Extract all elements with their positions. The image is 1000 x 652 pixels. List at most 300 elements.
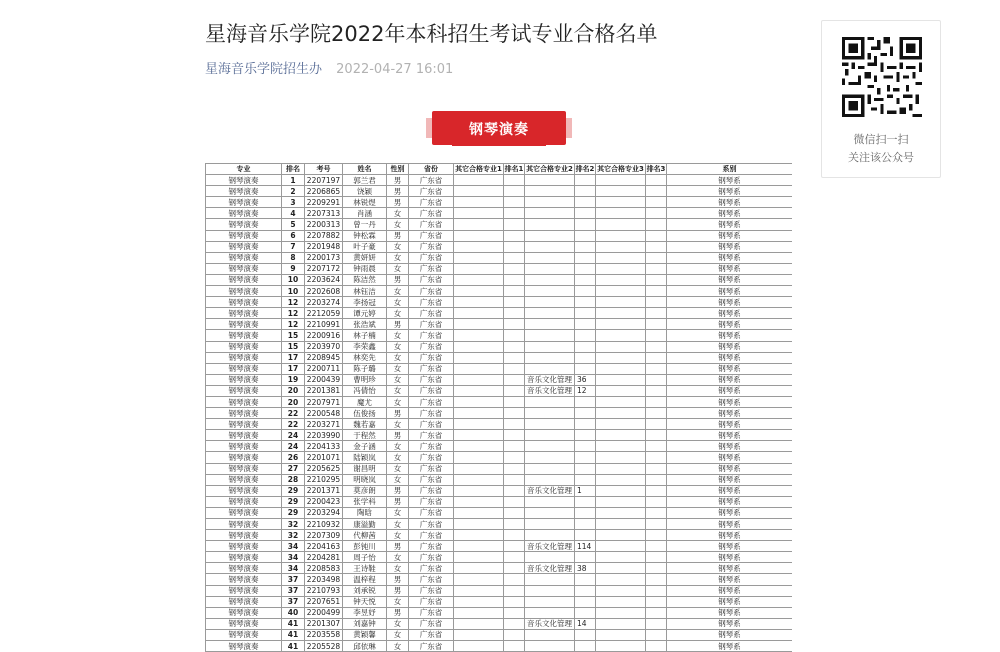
column-header: 排名	[282, 164, 305, 175]
table-cell	[525, 474, 575, 485]
table-row	[206, 274, 793, 285]
table-cell: 女	[387, 552, 409, 563]
table-cell	[454, 374, 504, 385]
table-cell: 钢琴演奏	[206, 341, 282, 352]
table-cell	[525, 297, 575, 308]
table-cell: 女	[387, 219, 409, 230]
table-cell: 广东省	[409, 430, 454, 441]
table-cell: 钢琴演奏	[206, 319, 282, 330]
table-cell: 邱依琳	[343, 641, 387, 652]
table-cell	[454, 408, 504, 419]
table-cell: 广东省	[409, 629, 454, 640]
table-cell: 钢琴系	[667, 374, 793, 385]
table-cell	[646, 530, 667, 541]
table-cell: 29	[282, 485, 305, 496]
table-cell: 广东省	[409, 396, 454, 407]
table-cell: 女	[387, 385, 409, 396]
table-cell	[646, 175, 667, 186]
table-cell	[575, 585, 596, 596]
table-cell	[575, 297, 596, 308]
table-cell	[454, 263, 504, 274]
table-cell: 男	[387, 175, 409, 186]
table-cell: 钢琴系	[667, 274, 793, 285]
table-cell	[504, 208, 525, 219]
table-cell: 广东省	[409, 297, 454, 308]
publish-date: 2022-04-27 16:01	[336, 62, 454, 77]
table-cell: 钢琴系	[667, 330, 793, 341]
table-cell	[454, 519, 504, 530]
table-cell: 男	[387, 430, 409, 441]
table-cell	[504, 385, 525, 396]
table-cell	[504, 641, 525, 652]
table-cell	[646, 419, 667, 430]
table-cell: 金子涵	[343, 441, 387, 452]
table-cell: 2200916	[305, 330, 343, 341]
column-header: 排名2	[575, 164, 596, 175]
table-cell: 广东省	[409, 452, 454, 463]
table-cell	[504, 319, 525, 330]
table-cell	[575, 396, 596, 407]
table-cell	[454, 363, 504, 374]
table-cell	[596, 219, 646, 230]
table-cell: 女	[387, 530, 409, 541]
table-cell	[525, 341, 575, 352]
table-cell	[575, 274, 596, 285]
table-cell	[596, 208, 646, 219]
table-cell: 29	[282, 507, 305, 518]
table-cell: 黄颖馨	[343, 629, 387, 640]
table-cell	[596, 396, 646, 407]
table-cell: 4	[282, 208, 305, 219]
table-cell: 钢琴系	[667, 530, 793, 541]
table-row	[206, 319, 793, 330]
table-cell: 钢琴演奏	[206, 629, 282, 640]
table-cell: 钢琴演奏	[206, 585, 282, 596]
table-cell: 李昱妤	[343, 607, 387, 618]
table-cell: 钢琴系	[667, 241, 793, 252]
table-cell: 广东省	[409, 563, 454, 574]
table-cell: 女	[387, 463, 409, 474]
table-cell: 钢琴系	[667, 263, 793, 274]
table-cell: 曹明珍	[343, 374, 387, 385]
table-cell: 2201071	[305, 452, 343, 463]
table-cell	[575, 286, 596, 297]
table-cell: 广东省	[409, 419, 454, 430]
table-cell: 女	[387, 252, 409, 263]
table-cell	[596, 607, 646, 618]
table-cell: 广东省	[409, 574, 454, 585]
table-cell: 彭钝川	[343, 541, 387, 552]
table-cell	[646, 363, 667, 374]
table-row	[206, 596, 793, 607]
table-cell	[646, 496, 667, 507]
table-cell	[646, 596, 667, 607]
table-cell	[504, 629, 525, 640]
table-cell	[525, 463, 575, 474]
table-cell	[504, 507, 525, 518]
table-cell: 24	[282, 441, 305, 452]
table-cell	[646, 463, 667, 474]
table-cell	[504, 175, 525, 186]
table-cell: 林子楠	[343, 330, 387, 341]
table-cell	[646, 252, 667, 263]
table-cell	[504, 530, 525, 541]
table-cell: 钢琴演奏	[206, 530, 282, 541]
table-cell: 女	[387, 330, 409, 341]
table-cell	[454, 596, 504, 607]
table-cell: 钢琴系	[667, 552, 793, 563]
table-cell: 男	[387, 496, 409, 507]
table-row	[206, 186, 793, 197]
table-cell	[646, 563, 667, 574]
table-cell	[646, 308, 667, 319]
table-cell: 2203294	[305, 507, 343, 518]
table-cell: 钢琴演奏	[206, 363, 282, 374]
table-cell	[596, 519, 646, 530]
table-cell	[504, 396, 525, 407]
table-cell: 广东省	[409, 274, 454, 285]
table-cell: 41	[282, 629, 305, 640]
table-cell: 钢琴系	[667, 208, 793, 219]
table-cell	[504, 519, 525, 530]
table-cell: 2201381	[305, 385, 343, 396]
table-cell: 2200499	[305, 607, 343, 618]
table-cell	[646, 474, 667, 485]
table-cell	[575, 319, 596, 330]
table-cell: 男	[387, 607, 409, 618]
table-cell: 广东省	[409, 241, 454, 252]
table-cell: 29	[282, 496, 305, 507]
table-cell: 2200423	[305, 496, 343, 507]
table-cell	[596, 274, 646, 285]
column-header: 省份	[409, 164, 454, 175]
table-row	[206, 496, 793, 507]
table-cell: 钢琴演奏	[206, 541, 282, 552]
table-cell	[454, 563, 504, 574]
table-cell	[596, 507, 646, 518]
table-cell: 2	[282, 186, 305, 197]
table-cell	[525, 319, 575, 330]
table-cell	[596, 241, 646, 252]
qr-code-icon	[842, 37, 922, 117]
table-cell: 广东省	[409, 485, 454, 496]
table-cell	[525, 197, 575, 208]
table-cell: 魏若嘉	[343, 419, 387, 430]
table-cell: 2200548	[305, 408, 343, 419]
table-cell	[596, 618, 646, 629]
table-cell	[525, 352, 575, 363]
table-cell: 2210991	[305, 319, 343, 330]
table-cell: 17	[282, 352, 305, 363]
table-cell	[575, 308, 596, 319]
table-cell: 2200173	[305, 252, 343, 263]
table-cell: 明晓岚	[343, 474, 387, 485]
table-cell: 钢琴演奏	[206, 563, 282, 574]
table-cell: 2203990	[305, 430, 343, 441]
table-cell: 男	[387, 186, 409, 197]
table-cell: 广东省	[409, 585, 454, 596]
table-cell: 2205625	[305, 463, 343, 474]
table-row	[206, 230, 793, 241]
table-cell: 男	[387, 541, 409, 552]
table-cell: 钢琴演奏	[206, 419, 282, 430]
table-cell: 12	[282, 308, 305, 319]
table-cell	[454, 452, 504, 463]
table-cell	[575, 519, 596, 530]
table-cell: 广东省	[409, 363, 454, 374]
table-cell: 钢琴演奏	[206, 197, 282, 208]
table-cell: 32	[282, 519, 305, 530]
table-cell: 2212059	[305, 308, 343, 319]
table-cell	[525, 574, 575, 585]
table-cell: 钢琴演奏	[206, 618, 282, 629]
table-cell: 女	[387, 308, 409, 319]
table-cell: 34	[282, 552, 305, 563]
table-cell: 钢琴系	[667, 385, 793, 396]
table-cell: 广东省	[409, 541, 454, 552]
table-cell: 钢琴系	[667, 641, 793, 652]
table-cell	[504, 552, 525, 563]
table-cell: 41	[282, 641, 305, 652]
table-cell	[454, 419, 504, 430]
table-cell: 2204163	[305, 541, 343, 552]
table-cell: 2201948	[305, 241, 343, 252]
table-cell: 1	[282, 175, 305, 186]
table-cell	[646, 197, 667, 208]
table-cell: 女	[387, 286, 409, 297]
table-cell	[454, 219, 504, 230]
table-cell: 钢琴演奏	[206, 396, 282, 407]
table-cell: 广东省	[409, 330, 454, 341]
table-cell: 钢琴演奏	[206, 252, 282, 263]
table-cell: 36	[575, 374, 596, 385]
table-cell	[596, 330, 646, 341]
table-cell	[504, 430, 525, 441]
table-cell: 广东省	[409, 641, 454, 652]
table-cell	[596, 252, 646, 263]
table-cell: 钢琴演奏	[206, 408, 282, 419]
table-cell: 广东省	[409, 308, 454, 319]
table-cell: 钢琴演奏	[206, 596, 282, 607]
table-cell	[454, 552, 504, 563]
table-cell	[525, 629, 575, 640]
table-cell: 钢琴演奏	[206, 219, 282, 230]
column-header: 专业	[206, 164, 282, 175]
table-cell	[454, 641, 504, 652]
table-cell: 林奕先	[343, 352, 387, 363]
table-cell: 郭兰君	[343, 175, 387, 186]
table-cell: 音乐文化管理	[525, 541, 575, 552]
column-header: 其它合格专业2	[525, 164, 575, 175]
table-cell: 2203498	[305, 574, 343, 585]
table-cell: 广东省	[409, 186, 454, 197]
table-cell	[525, 274, 575, 285]
table-cell	[504, 186, 525, 197]
table-cell: 女	[387, 441, 409, 452]
table-row	[206, 474, 793, 485]
table-cell	[525, 241, 575, 252]
table-cell	[454, 474, 504, 485]
table-cell: 广东省	[409, 352, 454, 363]
table-cell	[525, 175, 575, 186]
table-cell: 114	[575, 541, 596, 552]
table-cell: 音乐文化管理	[525, 563, 575, 574]
table-cell	[646, 607, 667, 618]
table-cell	[575, 197, 596, 208]
table-cell: 2203970	[305, 341, 343, 352]
table-cell	[596, 352, 646, 363]
table-cell	[525, 408, 575, 419]
table-cell: 2203274	[305, 297, 343, 308]
table-cell: 女	[387, 352, 409, 363]
table-cell	[504, 308, 525, 319]
table-cell: 钢琴系	[667, 607, 793, 618]
table-cell	[646, 297, 667, 308]
table-cell: 曾一丹	[343, 219, 387, 230]
table-cell	[575, 596, 596, 607]
table-cell	[596, 408, 646, 419]
table-cell	[646, 430, 667, 441]
table-cell: 肖涵	[343, 208, 387, 219]
results-table	[205, 163, 792, 652]
account-name-link[interactable]: 星海音乐学院招生办	[205, 62, 323, 77]
table-cell: 钢琴系	[667, 341, 793, 352]
table-cell: 男	[387, 485, 409, 496]
table-row	[206, 485, 793, 496]
table-cell: 2210793	[305, 585, 343, 596]
table-cell	[525, 607, 575, 618]
table-cell: 男	[387, 408, 409, 419]
table-cell	[525, 263, 575, 274]
table-cell: 钢琴系	[667, 197, 793, 208]
table-cell: 2203271	[305, 419, 343, 430]
table-cell: 20	[282, 396, 305, 407]
table-row	[206, 463, 793, 474]
table-cell	[525, 208, 575, 219]
table-cell: 广东省	[409, 463, 454, 474]
table-cell	[646, 208, 667, 219]
table-cell: 女	[387, 629, 409, 640]
table-cell: 男	[387, 319, 409, 330]
table-cell: 女	[387, 452, 409, 463]
table-cell	[575, 252, 596, 263]
table-cell: 女	[387, 641, 409, 652]
table-cell: 钢琴演奏	[206, 463, 282, 474]
table-cell	[646, 585, 667, 596]
table-cell: 钟天悦	[343, 596, 387, 607]
table-cell	[504, 352, 525, 363]
table-cell	[596, 585, 646, 596]
table-cell: 17	[282, 363, 305, 374]
table-cell: 女	[387, 363, 409, 374]
table-cell: 广东省	[409, 219, 454, 230]
table-header-row	[206, 164, 793, 175]
table-cell	[575, 363, 596, 374]
table-cell: 广东省	[409, 341, 454, 352]
table-cell: 37	[282, 585, 305, 596]
table-row	[206, 330, 793, 341]
table-cell	[575, 496, 596, 507]
table-cell	[646, 374, 667, 385]
table-cell	[525, 330, 575, 341]
table-cell	[575, 641, 596, 652]
table-cell	[454, 208, 504, 219]
table-cell	[525, 519, 575, 530]
table-cell	[575, 607, 596, 618]
table-cell: 34	[282, 541, 305, 552]
table-cell	[454, 463, 504, 474]
table-cell: 41	[282, 618, 305, 629]
table-row	[206, 530, 793, 541]
table-cell: 女	[387, 596, 409, 607]
table-cell: 钢琴演奏	[206, 286, 282, 297]
table-cell: 2204133	[305, 441, 343, 452]
qr-code-card	[821, 20, 941, 178]
table-cell: 22	[282, 408, 305, 419]
table-cell	[575, 629, 596, 640]
table-cell	[596, 175, 646, 186]
table-row	[206, 441, 793, 452]
table-cell: 40	[282, 607, 305, 618]
table-cell: 22	[282, 419, 305, 430]
table-cell	[596, 574, 646, 585]
column-header: 排名3	[646, 164, 667, 175]
table-cell: 钢琴系	[667, 485, 793, 496]
table-cell: 钢琴系	[667, 541, 793, 552]
table-cell: 女	[387, 618, 409, 629]
table-cell: 张学科	[343, 496, 387, 507]
table-cell: 音乐文化管理	[525, 618, 575, 629]
table-cell: 男	[387, 274, 409, 285]
table-cell	[575, 341, 596, 352]
table-cell: 广东省	[409, 618, 454, 629]
table-cell	[454, 308, 504, 319]
table-cell: 钢琴系	[667, 574, 793, 585]
table-row	[206, 563, 793, 574]
table-cell	[454, 396, 504, 407]
qr-caption-follow: 关注该公众号	[848, 151, 914, 164]
table-cell: 12	[282, 297, 305, 308]
table-cell	[596, 541, 646, 552]
table-cell	[454, 530, 504, 541]
table-cell: 钢琴演奏	[206, 175, 282, 186]
table-cell	[504, 463, 525, 474]
table-cell: 钢琴演奏	[206, 230, 282, 241]
table-cell: 2207309	[305, 530, 343, 541]
table-cell	[596, 441, 646, 452]
table-cell	[596, 363, 646, 374]
table-cell	[646, 541, 667, 552]
column-header: 排名1	[504, 164, 525, 175]
table-cell	[454, 274, 504, 285]
table-cell: 音乐文化管理	[525, 385, 575, 396]
table-cell	[504, 496, 525, 507]
table-cell: 男	[387, 230, 409, 241]
table-cell	[525, 496, 575, 507]
table-cell: 康溢勤	[343, 519, 387, 530]
table-row	[206, 396, 793, 407]
table-cell: 32	[282, 530, 305, 541]
table-cell	[596, 308, 646, 319]
table-cell: 林锐煜	[343, 197, 387, 208]
table-cell	[525, 441, 575, 452]
table-row	[206, 374, 793, 385]
table-cell	[575, 507, 596, 518]
table-cell	[646, 385, 667, 396]
table-cell: 2205528	[305, 641, 343, 652]
table-cell	[525, 186, 575, 197]
table-cell: 14	[575, 618, 596, 629]
